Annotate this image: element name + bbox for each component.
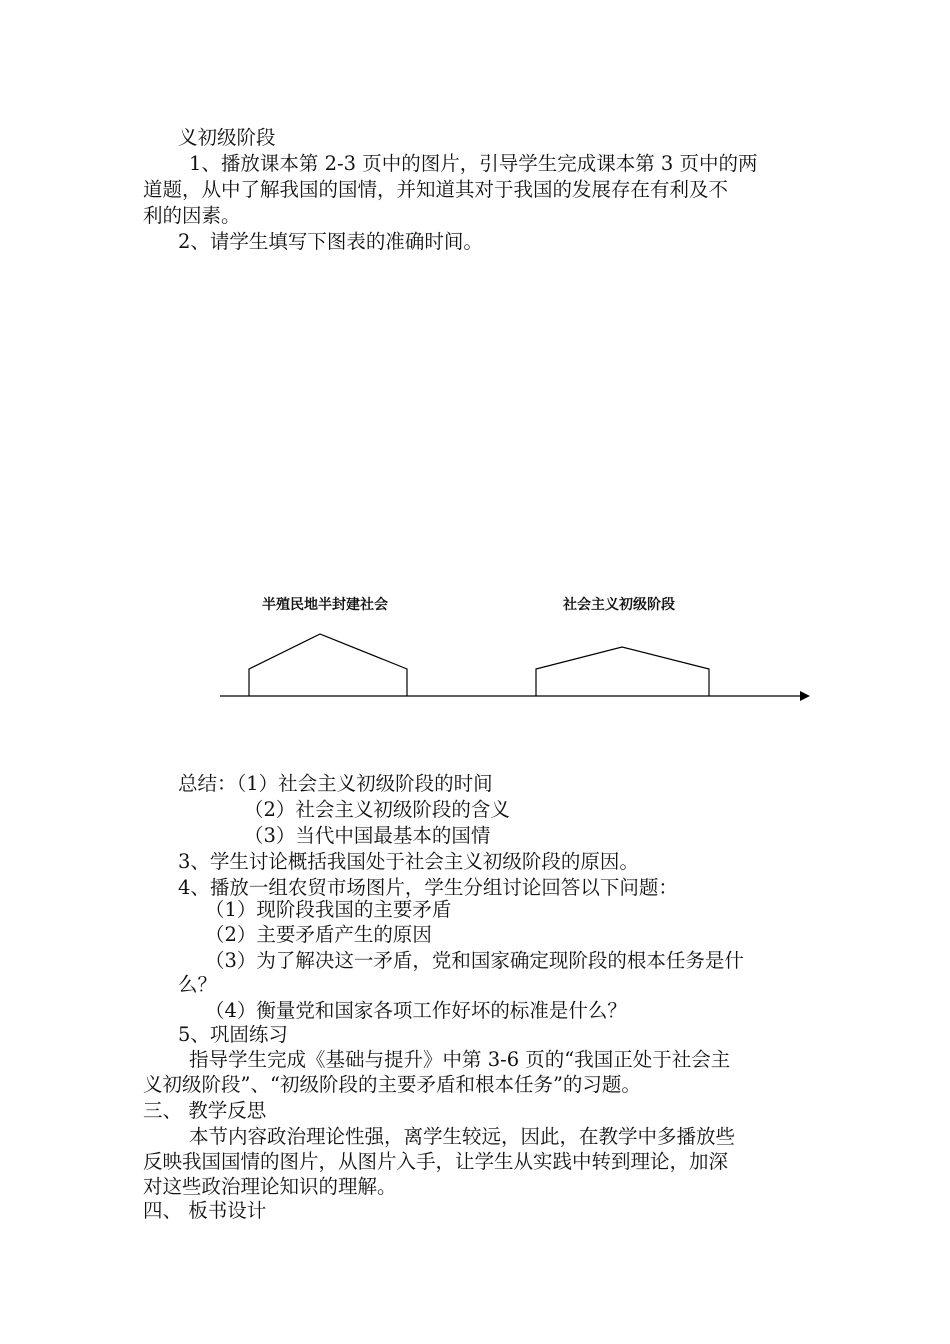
section-heading-4: 四、 板书设计 [143, 1199, 267, 1222]
text-line-20: 反映我国国情的图片，从图片入手，让学生从实践中转到理论，加深 [143, 1150, 729, 1173]
text-line-13: （3）为了解决这一矛盾，党和国家确定现阶段的根本任务是什 [205, 949, 744, 972]
text-line-3: 道题，从中了解我国的国情，并知道其对于我国的发展存在有利及不 [143, 178, 729, 201]
text-line-16: 5、巩固练习 [178, 1023, 288, 1046]
diagram-label-left: 半殖民地半封建社会 [262, 597, 388, 613]
text-line-9: 3、学生讨论概括我国处于社会主义初级阶段的原因。 [178, 850, 639, 873]
text-line-2: 1、播放课本第 2-3 页中的图片，引导学生完成课本第 3 页中的两 [189, 152, 758, 175]
text-line-17: 指导学生完成《基础与提升》中第 3-6 页的“我国正处于社会主 [189, 1048, 731, 1071]
text-line-5: 2、请学生填写下图表的准确时间。 [178, 230, 483, 253]
text-line-11: （1）现阶段我国的主要矛盾 [205, 898, 452, 921]
text-line-21: 对这些政治理论知识的理解。 [143, 1175, 397, 1198]
text-line-19: 本节内容政治理论性强，离学生较远，因此，在教学中多播放些 [189, 1125, 736, 1148]
section-heading-3: 三、 教学反思 [143, 1099, 267, 1122]
text-line-1: 义初级阶段 [178, 126, 276, 149]
text-line-4: 利的因素。 [143, 204, 241, 227]
text-line-12: （2）主要矛盾产生的原因 [205, 923, 432, 946]
text-line-10: 4、播放一组农贸市场图片，学生分组讨论回答以下问题： [178, 876, 678, 899]
text-line-18: 义初级阶段”、“初级阶段的主要矛盾和根本任务”的习题。 [143, 1073, 641, 1096]
period-shape-right [536, 647, 709, 696]
timeline-arrowhead [800, 691, 810, 701]
text-line-15: （4）衡量党和国家各项工作好坏的标准是什么？ [205, 999, 627, 1022]
diagram-label-right: 社会主义初级阶段 [563, 597, 675, 613]
text-line-7: （2）社会主义初级阶段的含义 [244, 798, 510, 821]
text-line-6: 总结：（1）社会主义初级阶段的时间 [178, 772, 493, 795]
text-line-8: （3）当代中国最基本的国情 [244, 824, 491, 847]
period-shape-left [249, 634, 407, 696]
text-line-14: 么？ [178, 973, 218, 996]
